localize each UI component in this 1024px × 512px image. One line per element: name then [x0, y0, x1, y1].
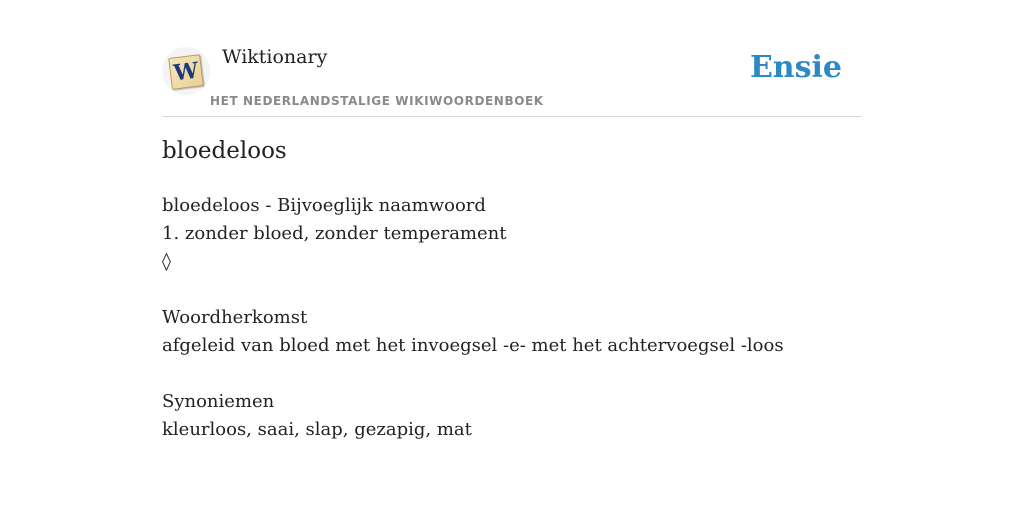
page-title: bloedeloos: [162, 138, 287, 164]
synonyms-heading: Synoniemen: [162, 391, 275, 412]
wiktionary-tile-icon: W: [168, 54, 204, 90]
synonyms-text: kleurloos, saai, slap, gezapig, mat: [162, 419, 472, 440]
spacer: [162, 360, 862, 388]
etymology-text: afgeleid van bloed met het invoegsel -e- met het achtervoegsel -loos: [162, 335, 784, 356]
spacer: [162, 276, 862, 304]
etymology-heading: Woordherkomst: [162, 307, 308, 328]
example-marker-icon: ◊: [162, 251, 171, 272]
header: [162, 44, 862, 117]
definition-item: 1. zonder bloed, zonder temperament: [162, 223, 507, 244]
entry-content: [162, 192, 862, 444]
site-subtitle: HET NEDERLANDSTALIGE WIKIWOORDENBOEK: [210, 94, 544, 108]
wiktionary-logo[interactable]: [162, 47, 210, 95]
definition-heading: bloedeloos - Bijvoeglijk naamwoord: [162, 195, 486, 216]
site-title[interactable]: Wiktionary: [222, 46, 328, 68]
ensie-link[interactable]: Ensie: [749, 50, 842, 85]
